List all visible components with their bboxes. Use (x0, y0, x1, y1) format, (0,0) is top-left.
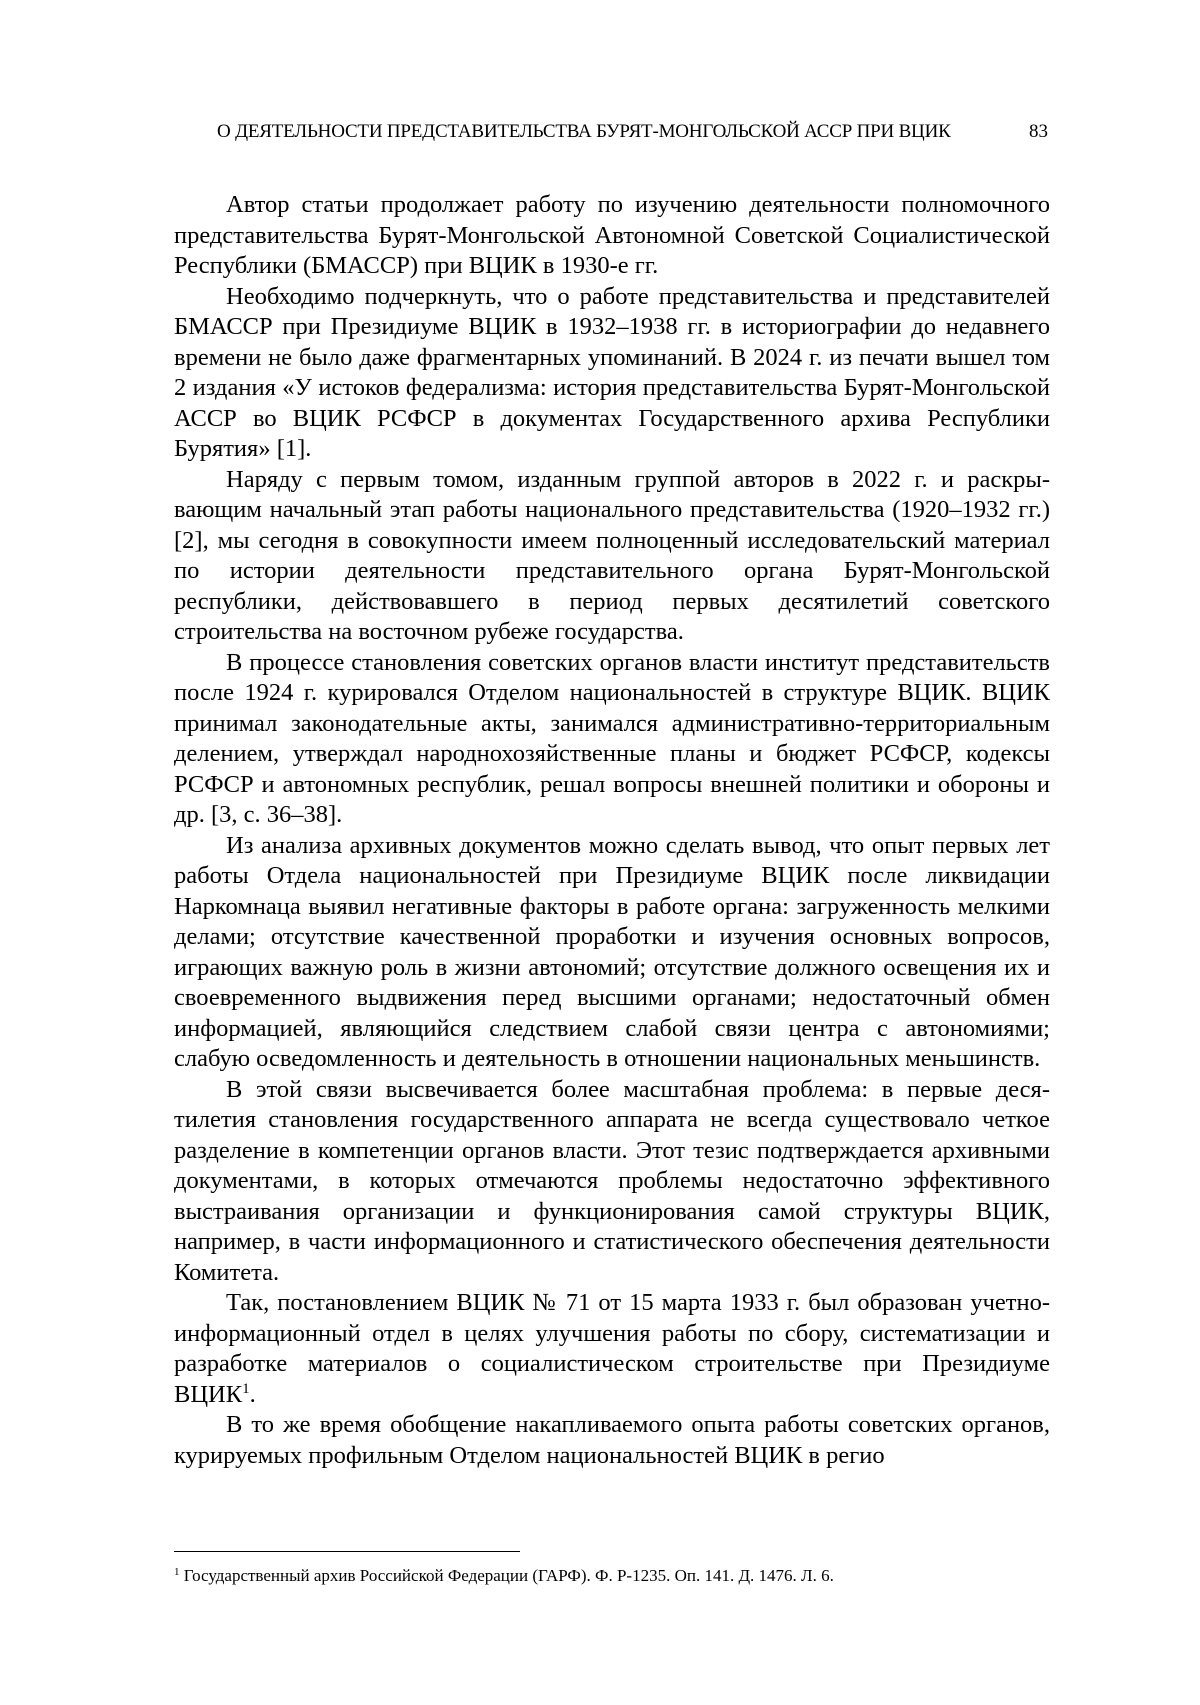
paragraph-text: Так, постановлением ВЦИК № 71 от 15 марта 1933 г. был образован учетно-информационный отдел в целях улучшения работы по сбору, систематизации и разработке материалов о социалистическом строительстве при Президиуме ВЦИК (174, 1289, 1050, 1408)
running-title: О ДЕЯТЕЛЬНОСТИ ПРЕДСТАВИТЕЛЬСТВА БУРЯТ-МОНГОЛЬСКОЙ АССР ПРИ ВЦИК (217, 121, 951, 142)
paragraph: В то же время обобщение накапливаемого опыта работы советских органов, курируемых профильным Отделом национальностей ВЦИК в регио (174, 1411, 1050, 1469)
footnote-text: Государственный архив Российской Федерации (ГАРФ). Ф. Р-1235. Оп. 141. Д. 1476. Л. 6. (179, 1566, 834, 1585)
footnote (174, 1565, 1050, 1587)
paragraph: В этой связи высвечивается более масштабная проблема: в первые десятилетия становления государственного аппарата не всегда существовало четкое разделение в компетенции органов власти. Этот тезис подтверждается архивными документами, в которых отмечаются проблемы недостаточно эффективного выстраивания организации и функционирования самой структуры ВЦИК, например, в части информационного и статистического обеспечения деятельности Комитета. (174, 1075, 1050, 1286)
paragraph: Из анализа архивных документов можно сделать вывод, что опыт первых лет работы Отдела национальностей при Президиуме ВЦИК после ликвидации Наркомнаца выявил негативные факторы в работе органа: загруженность мелкими делами; отсутствие качественной проработки и изучения основных вопросов, играющих важную роль в жизни автономий; отсутствие должного освещения их и своевременного выдвижения перед высшими органами; недостаточный обмен информацией, являющийся следствием слабой связи центра с автономиями; слабую осведомленность и деятельность в отношении национальных меньшинств. (174, 831, 1050, 1072)
paragraph-end-punctuation: . (249, 1380, 256, 1408)
paragraph: Необходимо подчеркнуть, что о работе представительства и представителей БМАССР при Президиуме ВЦИК в 1932–1938 гг. в историографии до недавнего времени не было даже фрагментарных упоминаний. В 2024 г. из печати вышел том 2 издания «У истоков федерализма: история представительства Бурят-Монгольской АССР во ВЦИК РСФСР в документах Государственного архива Республики Бурятия» [1]. (174, 282, 1050, 462)
page-number: 83 (1029, 121, 1048, 142)
footnote-separator (174, 1551, 520, 1552)
paragraph: Наряду с первым томом, изданным группой авторов в 2022 г. и раскрывающим начальный этап работы национального представительства (1920–1932 гг.) [2], мы сегодня в совокупности имеем полноценный исследовательский материал по истории деятельности представительного органа Бурят-Монгольской республики, действовавшего в период первых десятилетий советского строительства на восточном рубеже государства. (174, 465, 1050, 645)
footnote-marker: 1 (174, 1566, 180, 1578)
paragraph-with-footnote (174, 1288, 1050, 1410)
paragraph: В процессе становления советских органов власти институт представительств после 1924 г. курировался Отделом национальностей в структуре ВЦИК. ВЦИК принимал законодательные акты, занимался административно-территориальным делением, утверждал народнохозяйственные планы и бюджет РСФСР, кодексы РСФСР и автономных республик, решал вопросы внешней политики и обороны и др. [3, с. 36–38]. (174, 648, 1050, 828)
article-body (174, 190, 1050, 1471)
paragraph: Автор статьи продолжает работу по изучению деятельности полномочного представительства Бурят-Монгольской Автономной Советской Социалистической Республики (БМАССР) при ВЦИК в 1930-е гг. (174, 191, 1050, 279)
footnote-reference[interactable]: 1 (242, 1380, 250, 1397)
